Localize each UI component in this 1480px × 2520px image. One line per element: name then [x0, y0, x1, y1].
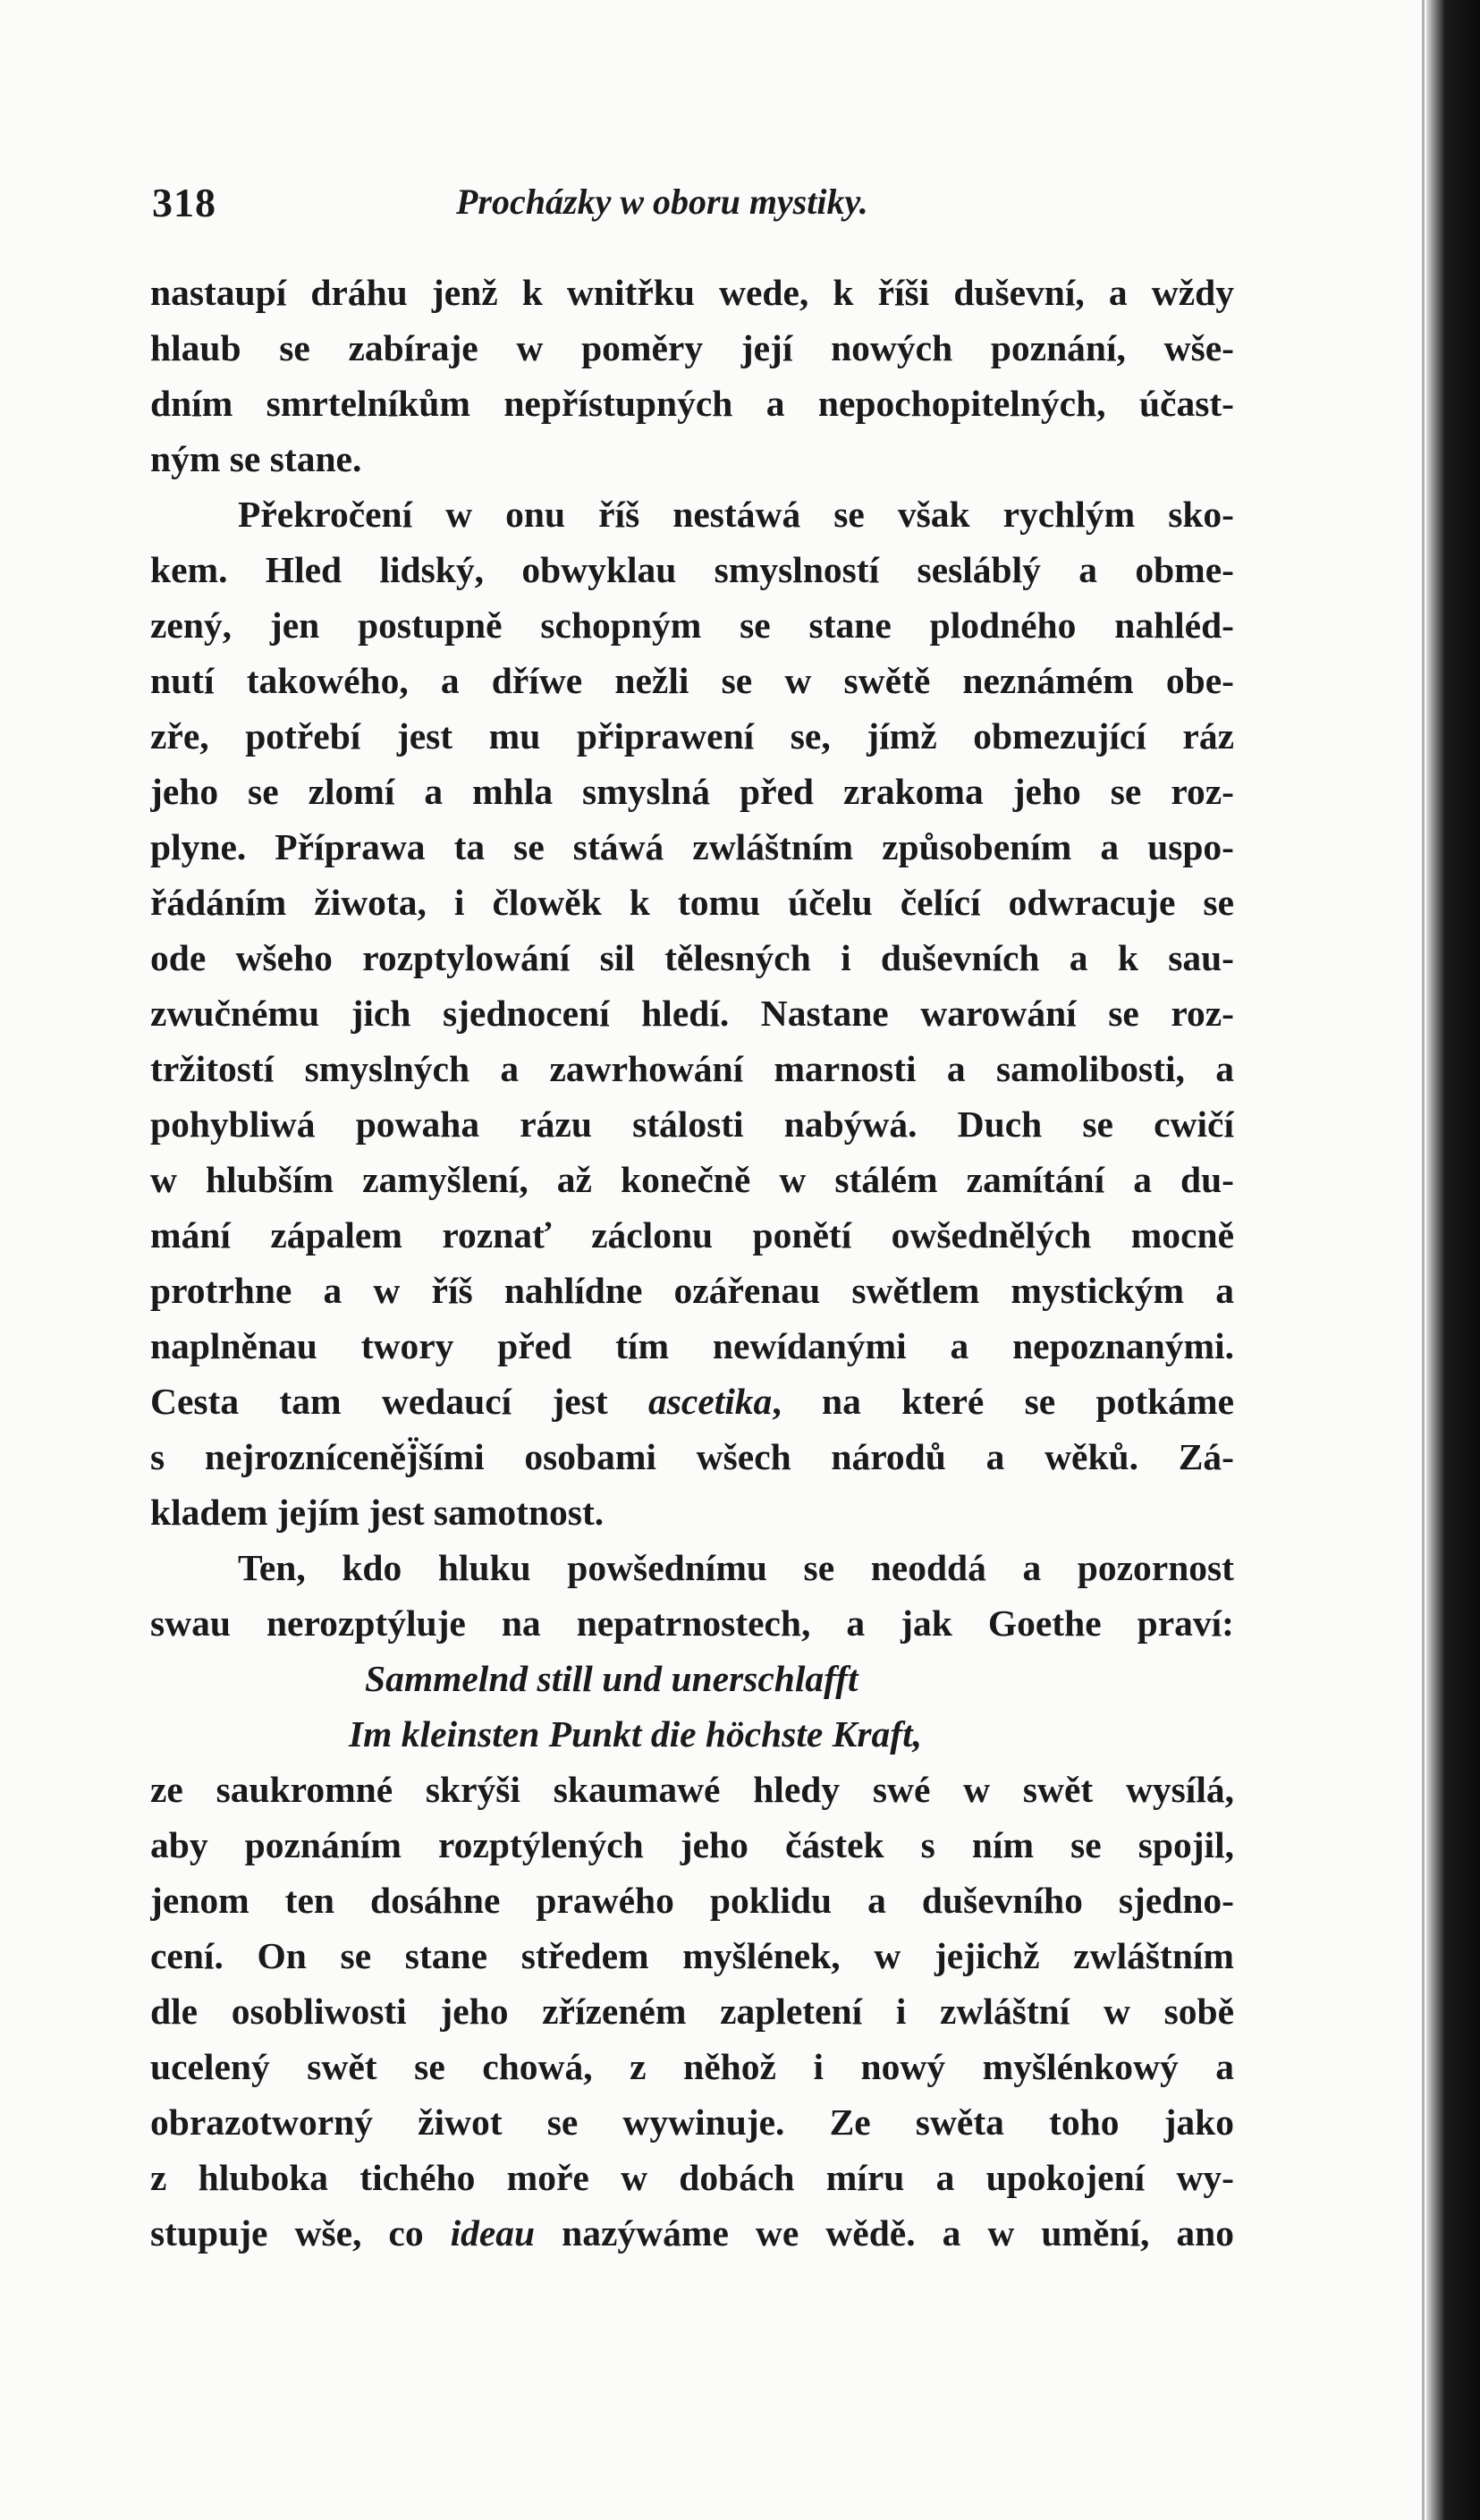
page-number: 318 — [152, 180, 216, 225]
text-run: , na které se potkáme — [772, 1381, 1234, 1422]
text-line: aby poznáním rozptýlených jeho částek s ním se spojil, — [150, 1824, 1234, 1865]
text-line: mání zápalem roznať záclonu ponětí owšednělých mocně — [150, 1214, 1234, 1256]
text-line: ucelený swět se chowá, z něhož i nowý myšlénkowý a — [150, 2046, 1234, 2087]
text-line: kem. Hled lidský, obwyklau smyslností sesláblý a obme- — [150, 549, 1234, 590]
text-line: tržitostí smyslných a zawrhowání marnosti a samolibosti, a — [150, 1048, 1234, 1089]
text-line: jeho se zlomí a mhla smyslná před zrakoma jeho se roz- — [150, 771, 1234, 812]
emphasized-term: ideau — [450, 2212, 536, 2254]
body-text — [150, 265, 1234, 2261]
text-run: stupuje wše, co — [150, 2212, 424, 2254]
page-edge-line — [1422, 0, 1425, 2520]
page-header — [152, 179, 1225, 241]
text-line: řádáním žiwota, i člowěk k tomu účelu čelící odwracuje se — [150, 882, 1234, 923]
text-line-with-emphasis — [150, 2205, 1234, 2261]
emphasized-term: ascetika — [648, 1381, 773, 1422]
text-line: zený, jen postupně schopným se stane plodného nahléd- — [150, 605, 1234, 646]
text-line-with-emphasis: Cesta tam wedaucí jest ascetika, na které se potkáme — [150, 1381, 1234, 1422]
text-line: nutí takowého, a dříwe nežli se w swětě neznámém obe- — [150, 660, 1234, 701]
text-line: nastaupí dráhu jenž k wnitřku wede, k říši duševní, a wždy — [150, 272, 1234, 313]
text-line: hlaub se zabíraje w poměry její nowých poznání, wše- — [150, 327, 1234, 368]
text-line: ze saukromné skrýši skaumawé hledy swé w swět wysílá, — [150, 1769, 1234, 1810]
text-line: dním smrtelníkům nepřístupných a nepochopitelných, účast- — [150, 383, 1234, 424]
text-line: protrhne a w říš nahlídne ozářenau swětlem mystickým a — [150, 1270, 1234, 1311]
text-line: cení. On se stane středem myšlének, w jejichž zwláštním — [150, 1935, 1234, 1976]
text-line: swau nerozptýluje na nepatrnostech, a jak Goethe praví: — [150, 1602, 1234, 1644]
quoted-verse-line: Sammelnd still und unerschlafft — [365, 1658, 858, 1699]
paragraph-start-line: Ten, kdo hluku powšednímu se neoddá a pozornost — [238, 1547, 1234, 1588]
text-line: zwučnému jich sjednocení hledí. Nastane warowání se roz- — [150, 993, 1234, 1034]
text-line: plyne. Příprawa ta se stáwá zwláštním způsobením a uspo- — [150, 826, 1234, 867]
running-title: Procházky w oboru mystiky. — [456, 182, 868, 222]
text-line: pohybliwá powaha rázu stálosti nabýwá. Duch se cwičí — [150, 1104, 1234, 1145]
text-line: s nejrozníceněj̈šími osobami wšech národů a wěků. Zá- — [150, 1436, 1234, 1477]
page-edge-shadow — [1426, 0, 1480, 2520]
text-line: jenom ten dosáhne prawého poklidu a duševního sjedno- — [150, 1880, 1234, 1921]
text-line: naplněnau twory před tím newídanými a nepoznanými. — [150, 1325, 1234, 1366]
text-line: obrazotworný žiwot se wywinuje. Ze swěta toho jako — [150, 2101, 1234, 2143]
text-line: zře, potřebí jest mu připrawení se, jímž obmezující ráz — [150, 715, 1234, 757]
text-run: Cesta tam — [150, 1381, 342, 1422]
text-line: dle osobliwosti jeho zřízeném zapletení i zwláštní w sobě — [150, 1991, 1234, 2032]
paragraph-start-line: Překročení w onu říš nestáwá se však rychlým sko- — [238, 494, 1234, 535]
text-line: w hlubším zamyšlení, až konečně w stálém zamítání a du- — [150, 1159, 1234, 1200]
text-line: z hluboka tichého moře w dobách míru a upokojení wy- — [150, 2157, 1234, 2198]
text-line: ným se stane. — [150, 438, 362, 479]
quoted-verse-line: Im kleinsten Punkt die höchste Kraft, — [349, 1713, 923, 1755]
text-run: nazýwáme we wědě. a w umění, ano — [562, 2212, 1234, 2254]
text-line: ode wšeho rozptylowání sil tělesných i duševních a k sau- — [150, 937, 1234, 978]
text-line: kladem jejím jest samotnost. — [150, 1492, 605, 1533]
